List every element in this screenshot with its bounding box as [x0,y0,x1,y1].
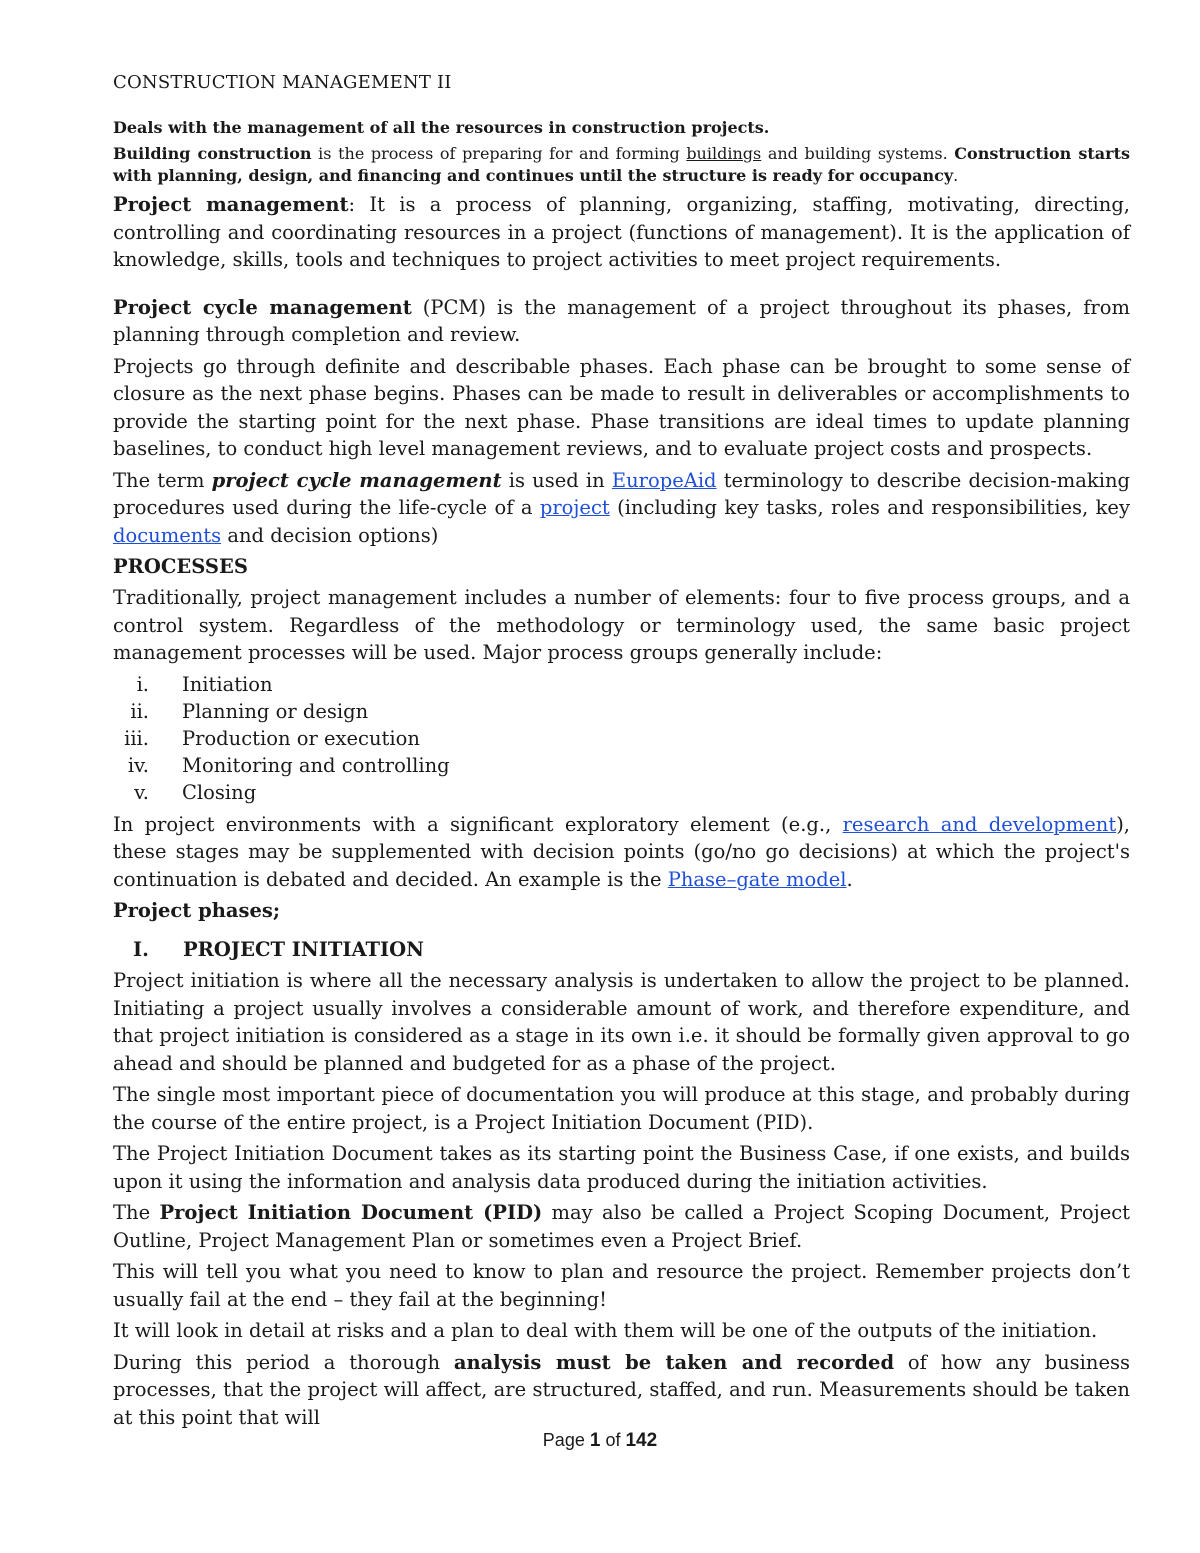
construction-statement: Construction starts with planning, design, and financing and continues until the structure is ready for occupancy [113,144,1130,185]
explore-paragraph [113,811,1130,894]
list-label: Monitoring and controlling [182,754,450,778]
list-number: i. [136,672,149,696]
building-text-2: and building systems. [761,144,955,163]
pid-text-2: may also be called a Project Scoping Document, Project Outline, Project Management Plan or sometimes even a Project Brief. [113,1201,1130,1252]
document-title: CONSTRUCTION MANAGEMENT II [113,72,452,93]
list-label: Initiation [182,672,273,696]
tell-paragraph: This will tell you what you need to know to plan and resource the project. Remember projects don’t usually fail at the end – they fail at the beginning! [113,1260,1130,1311]
explore-text-3: . [846,867,853,891]
building-end: . [953,166,959,185]
pid-paragraph [113,1199,1130,1254]
section-title: PROJECT INITIATION [183,938,424,962]
list-number: iii. [124,726,149,750]
list-item [113,752,1130,779]
page-footer [0,1430,1200,1452]
pcm-text: (PCM) is the management of a project throughout its phases, from planning through completion and review. [113,295,1130,346]
project-link[interactable]: project [539,496,610,519]
term-paragraph [113,467,1130,550]
section-heading [113,936,1130,963]
init-paragraph-1: Project initiation is where all the necessary analysis is undertaken to allow the project to be planned. Initiating a project usually involves a considerable amount of work, and therefore expenditure, and that project initiation is considered as a stage in its own i.e. it should be formally given approval to go ahead and should be planned and budgeted for as a phase of the project. [113,969,1130,1075]
list-label: Closing [182,781,257,805]
list-item [113,779,1130,806]
during-text-1: During this period a thorough [113,1350,454,1374]
pm-text: : It is a process of planning, organizing, staffing, motivating, directing, controlling and coordinating resources in a project (functions of management). It is the application of knowledge, skills, tools and techniques to project activities to meet project requirements. [113,193,1131,271]
phases-paragraph: Projects go through definite and describable phases. Each phase can be brought to some sense of closure as the next phase begins. Phases can be made to result in deliverables or accomplishments to provide the starting point for the next phase. Phase transitions are ideal times to update planning baselines, to conduct high level management reviews, and to evaluate project costs and prospects. [113,354,1130,460]
pm-paragraph [113,191,1130,274]
init-paragraph-2: The single most important piece of documentation you will produce at this stage, and probably during the course of the entire project, is a Project Initiation Document (PID). [113,1083,1130,1134]
term-text-2: is used in [501,468,612,492]
init-paragraph-3: The Project Initiation Document takes as its starting point the Business Case, if one exists, and builds upon it using the information and analysis data produced during the initiation activities. [113,1142,1130,1193]
term-text-1: The term [113,468,212,492]
building-term: Building construction [113,144,312,163]
risk-paragraph: It will look in detail at risks and a plan to deal with them will be one of the outputs of the initiation. [113,1319,1098,1343]
page-word: Page [542,1430,585,1450]
list-number: iv. [127,754,149,778]
list-label: Planning or design [182,699,369,723]
document-page [113,72,1130,1435]
pid-text-1: The [113,1201,160,1225]
list-item [113,725,1130,752]
europeaid-link[interactable]: EuropeAid [611,468,717,492]
explore-text-2: ), these stages may be supplemented with decision points (go/no go decisions) at which the project's continuation is debated and decided. An example is the [113,812,1130,891]
research-development-link[interactable]: research and development [842,812,1117,836]
term-text-4: (including key tasks, roles and responsibilities, key [609,496,1130,519]
pid-term: Project Initiation Document (PID) [159,1201,543,1225]
intro-bold: Deals with the management of all the resources in construction projects. [113,118,770,137]
pm-term: Project management [113,193,349,216]
building-text: is the process of preparing for and forming [311,144,687,163]
page-number: 1 [589,1430,601,1451]
explore-text-1: In project environments with a significant exploratory element (e.g., [113,812,843,836]
pcm-italic-term: project cycle management [211,468,502,492]
list-item [113,698,1130,725]
processes-paragraph: Traditionally, project management includes a number of elements: four to five process groups, and a control system. Regardless of the methodology or terminology used, the same basic project management processes will be used. Major process groups generally include: [113,586,1130,664]
buildings-link[interactable]: buildings [686,144,762,163]
page-total: 142 [625,1430,658,1451]
phases-heading: Project phases; [113,899,281,923]
pcm-paragraph [113,294,1130,349]
during-text-2: of how any business processes, that the project will affect, are structured, staffed, and run. Measurements should be taken at this point that will [113,1350,1130,1429]
section-number: I. [133,938,149,962]
list-label: Production or execution [182,726,420,750]
process-groups-list [113,671,1130,807]
during-bold: analysis must be taken and recorded [453,1350,895,1374]
list-number: ii. [130,699,149,723]
term-text-5: and decision options) [221,523,439,547]
pcm-term: Project cycle management [113,295,412,319]
processes-heading: PROCESSES [113,555,248,578]
during-paragraph [113,1349,1130,1432]
intro-paragraph [113,117,1130,139]
of-word: of [605,1430,621,1450]
documents-link[interactable]: documents [113,523,222,547]
term-text-3: terminology to describe decision-making procedures used during the life-cycle of a [113,468,1130,519]
phase-gate-link[interactable]: Phase–gate model [667,867,847,891]
building-paragraph [113,143,1130,187]
list-item [113,671,1130,698]
list-number: v. [134,781,149,805]
